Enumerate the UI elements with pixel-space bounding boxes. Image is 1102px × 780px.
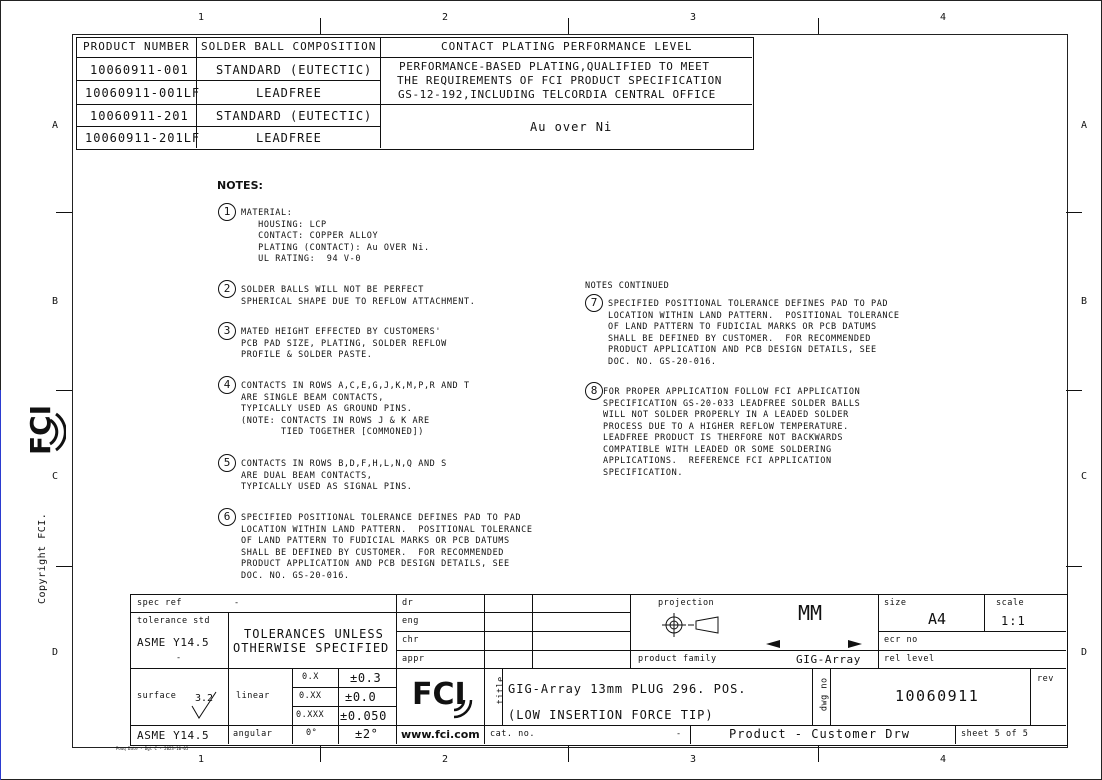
dr-label: dr [402,598,414,608]
zone-right-a: A [1081,120,1088,131]
note-3-number: 3 [218,322,236,340]
note-1-text: MATERIAL: HOUSING: LCP CONTACT: COPPER ALLOY PLATING (CONTACT): Au OVER Ni. UL RATING: 94 V-0 [241,208,430,264]
zone-right-b: B [1081,296,1088,307]
plating-line-2: THE REQUIREMENTS OF FCI PRODUCT SPECIFICATION [397,74,723,87]
note-2-number: 2 [218,280,236,298]
header-solder-ball: SOLDER BALL COMPOSITION [201,40,377,53]
row-4-pn: 10060911-201LF [85,131,201,145]
projection-symbol-icon [662,613,722,637]
note-7-text: SPECIFIED POSITIONAL TOLERANCE DEFINES PAD TO PAD LOCATION WITHIN LAND PATTERN. POSITIONAL TOLERANCE OF LAND PATTERN TO FUDICIAL MARKS OR PCB DATUMS SHALL BE DEFINED BY CUSTOMER. FOR RECOMMENDED PRODUCT APPLICATION AND PCB DESIGN DETAILS, SEE DOC. NO. GS-20-016. [608,299,900,367]
plating-line-1: PERFORMANCE-BASED PLATING,QUALIFIED TO MEET [399,60,710,73]
tol-std-label: tolerance std [137,616,211,626]
angular-tol: ±2° [355,727,379,741]
zone-bottom-1: 1 [198,754,205,765]
note-3-text: MATED HEIGHT EFFECTED BY CUSTOMERS' PCB PAD SIZE, PLATING, SOLDER REFLOW PROFILE & SOLDER PASTE. [241,327,447,360]
spec-ref-value: - [234,598,240,608]
svg-text:3.2: 3.2 [195,693,214,704]
note-4-number: 4 [218,376,236,394]
linear-label: linear [236,691,270,701]
zone-right-c: C [1081,471,1088,482]
row-2-comp: LEADFREE [256,86,322,100]
rel-level-label: rel level [884,654,935,664]
note-6-text: SPECIFIED POSITIONAL TOLERANCE DEFINES PAD TO PAD LOCATION WITHIN LAND PATTERN. POSITIONAL TOLERANCE OF LAND PATTERN TO FUDICIAL MARKS OR PCB DATUMS SHALL BE DEFINED BY CUSTOMER. FOR RECOMMENDED PRODUCT APPLICATION AND PCB DESIGN DETAILS, SEE DOC. NO. GS-20-016. [241,513,533,581]
row-1-pn: 10060911-001 [90,63,189,77]
row-3-comp: STANDARD (EUTECTIC) [216,109,373,123]
zone-bottom-3: 3 [690,754,697,765]
chr-label: chr [402,635,419,645]
arrow-right-icon [842,634,862,644]
row-4-comp: LEADFREE [256,131,322,145]
projection-label: projection [658,598,715,608]
zone-top-4: 4 [940,12,947,23]
zone-bottom-2: 2 [442,754,449,765]
appr-label: appr [402,654,425,664]
note-6-number: 6 [218,508,236,526]
units-value: MM [798,601,823,625]
surface-label: surface [137,691,177,701]
row-1-comp: STANDARD (EUTECTIC) [216,63,373,77]
arrow-left-icon [766,634,786,644]
otherwise-specified: OTHERWISE SPECIFIED [233,641,390,655]
title-label: title [495,676,506,705]
zone-top-1: 1 [198,12,205,23]
eng-label: eng [402,616,419,626]
angular-fmt: 0° [306,728,318,738]
svg-text:FCI: FCI [24,404,57,455]
note-7-number: 7 [585,294,603,312]
angular-label: angular [233,729,273,739]
cat-label: cat. no. [490,729,535,739]
zone-bottom-4: 4 [940,754,947,765]
fci-side-logo [10,400,66,470]
size-value: A4 [928,610,947,628]
header-product-number: PRODUCT NUMBER [83,40,190,53]
tolerances-unless: TOLERANCES UNLESS [244,627,384,641]
surface-finish-icon [190,688,220,722]
side-copyright: Copyright FCI. [37,512,48,604]
note-1-number: 1 [218,203,236,221]
zone-right-d: D [1081,647,1088,658]
note-8-number: 8 [585,382,603,400]
tol-std-value: ASME Y14.5 [137,636,210,649]
dwg-label: dwg no [819,677,830,712]
lin-fmt-3: 0.XXX [296,710,325,720]
zone-top-3: 3 [690,12,697,23]
lin-fmt-2: 0.XX [299,691,322,701]
sheet-number: sheet 5 of 5 [961,729,1029,739]
row-2-pn: 10060911-001LF [85,86,201,100]
notes-title: NOTES: [217,179,263,192]
lin-tol-3: ±0.050 [340,709,387,723]
zone-left-b: B [52,296,59,307]
scale-label: scale [996,598,1025,608]
spec-ref-label: spec ref [137,598,182,608]
doc-type: Product - Customer Drw [729,727,910,741]
note-5-text: CONTACTS IN ROWS B,D,F,H,L,N,Q AND S ARE DUAL BEAM CONTACTS, TYPICALLY USED AS SIGNAL PINS. [241,459,447,492]
product-family-value: GIG-Array [796,653,862,666]
header-plating: CONTACT PLATING PERFORMANCE LEVEL [441,40,693,53]
zone-left-c: C [52,471,59,482]
lin-fmt-1: 0.X [302,672,319,682]
scale-value: 1:1 [1001,614,1026,628]
footer-print-info: Pouq Date - Dgt C - 2023-10-05 [116,746,189,751]
size-label: size [884,598,907,608]
zone-left-d: D [52,647,59,658]
title-line-1: GIG-Array 13mm PLUG 296. POS. [508,682,747,696]
product-family-label: product family [638,654,717,664]
angular-std: ASME Y14.5 [137,729,210,742]
sidebar-stripe [0,390,1,780]
notes-continued: NOTES CONTINUED [585,281,670,291]
fci-logo [410,670,474,722]
zone-left-a: A [52,120,59,131]
zone-top-2: 2 [442,12,449,23]
note-2-text: SOLDER BALLS WILL NOT BE PERFECT SPHERICAL SHAPE DUE TO REFLOW ATTACHMENT. [241,285,476,307]
cat-value: - [676,729,682,739]
plating-line-3: GS-12-192,INCLUDING TELCORDIA CENTRAL OFFICE [398,88,716,101]
plating-au-over-ni: Au over Ni [530,120,613,134]
website[interactable]: www.fci.com [401,728,480,741]
title-line-2: (LOW INSERTION FORCE TIP) [508,708,714,722]
tol-std-dash: - [176,653,182,663]
lin-tol-2: ±0.0 [345,690,377,704]
note-5-number: 5 [218,454,236,472]
note-4-text: CONTACTS IN ROWS A,C,E,G,J,K,M,P,R AND T ARE SINGLE BEAM CONTACTS, TYPICALLY USED AS GROUND PINS. (NOTE: CONTACTS IN ROWS J & K ARE TIED TOGETHER [COMMONED]) [241,381,470,437]
note-8-text: FOR PROPER APPLICATION FOLLOW FCI APPLICATION SPECIFICATION GS-20-033 LEADFREE SOLDER BALLS WILL NOT SOLDER PROPERLY IN A LEADED SOLDER PROCESS DUE TO A HIGHER REFLOW TEMPERATURE. LEADFREE PRODUCT IS THERFORE NOT BACKWARDS COMPATIBLE WITH LEADED OR SOME SOLDERING APPLICATIONS. REFERENCE FCI APPLICATION SPECIFICATION. [603,387,861,478]
ecr-label: ecr no [884,635,918,645]
svg-text:FCI: FCI [412,677,466,712]
row-3-pn: 10060911-201 [90,109,189,123]
lin-tol-1: ±0.3 [350,671,382,685]
rev-label: rev [1037,674,1054,684]
dwg-value: 10060911 [895,687,980,705]
